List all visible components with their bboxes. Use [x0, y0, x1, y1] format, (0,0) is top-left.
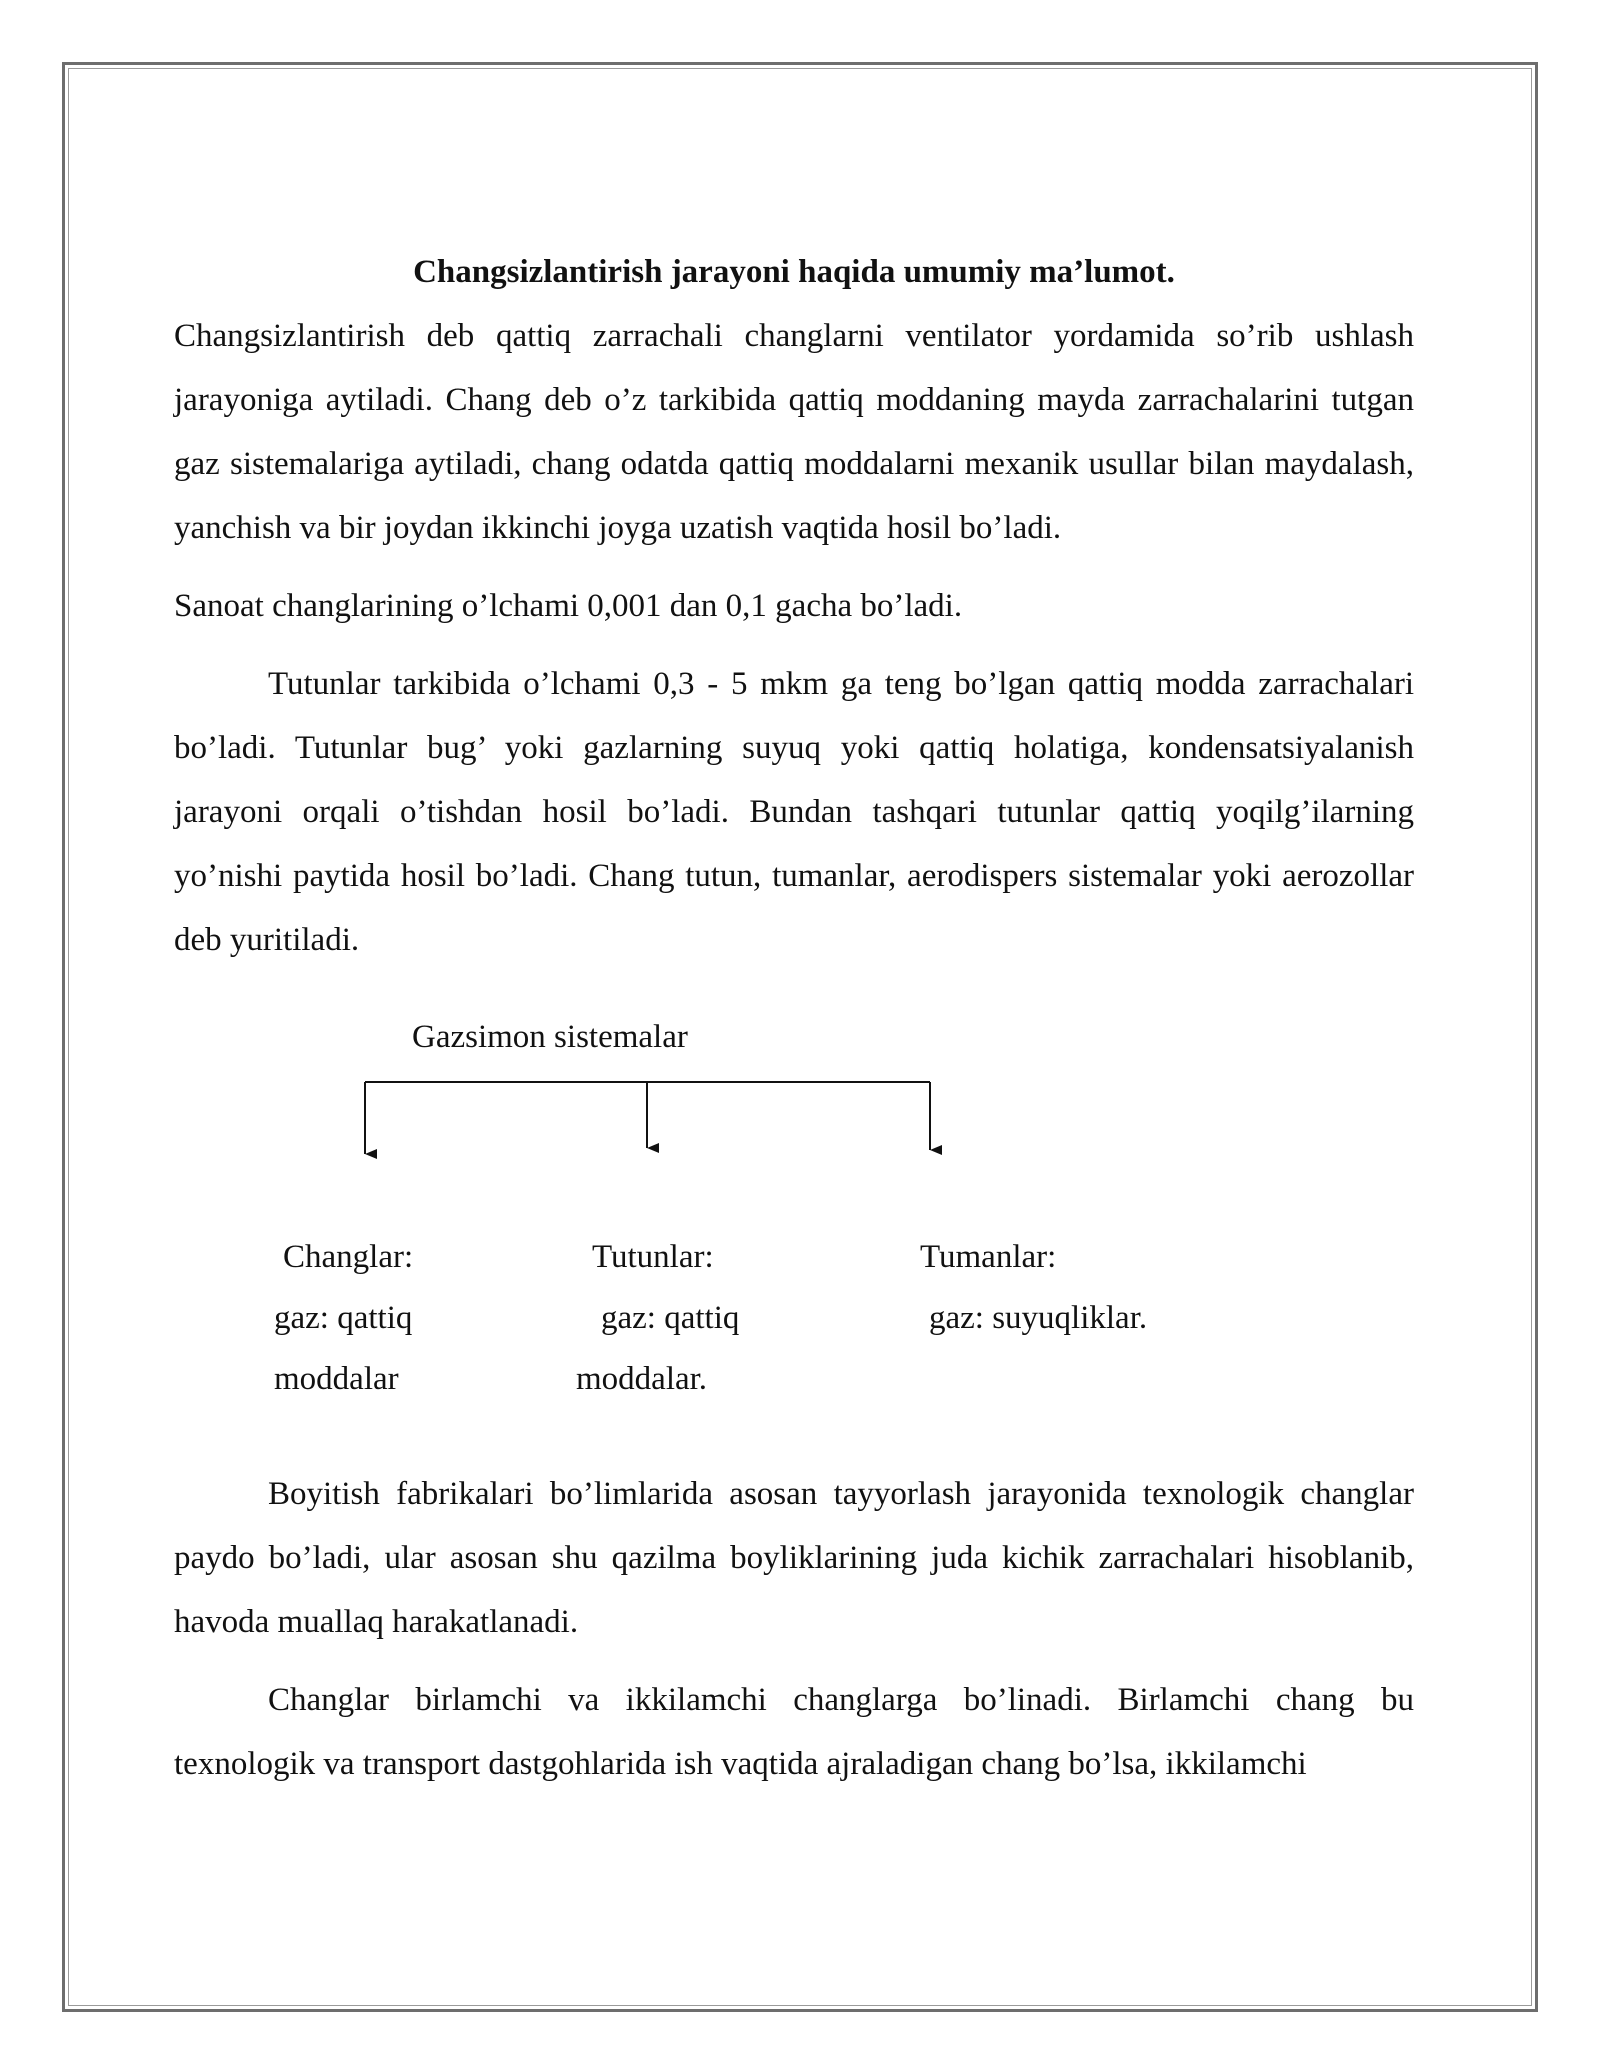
document-body — [174, 240, 1414, 1796]
branch-changlar-line1: gaz: qattiq — [274, 1300, 413, 1336]
classification-diagram — [174, 982, 1414, 1462]
branch-tumanlar-title: Tumanlar: — [920, 1239, 1057, 1275]
branch-tutunlar-line2: moddalar. — [576, 1361, 708, 1397]
branch-tumanlar-line1: gaz: suyuqliklar. — [929, 1300, 1148, 1336]
branch-changlar-title: Changlar: — [283, 1239, 414, 1275]
branch-tutunlar-line1: gaz: qattiq — [601, 1300, 740, 1336]
paragraph-definition: Changsizlantirish deb qattiq zarrachali changlarni ventilator yordamida so’rib ushlash jarayoniga aytiladi. Chang deb o’z tarkibida qattiq moddaning mayda zarrachalarini tutgan gaz sistemalariga aytiladi, chang odatda qattiq moddalarni mexanik usullar bilan maydalash, yanchish va bir joydan ikkinchi joyga uzatish vaqtida hosil bo’ladi. — [174, 318, 1414, 546]
document-title: Changsizlantirish jarayoni haqida umumiy ma’lumot. — [413, 254, 1175, 290]
branch-changlar-line2: moddalar — [274, 1361, 399, 1397]
paragraph-enrichment: Boyitish fabrikalari bo’limlarida asosan tayyorlash jarayonida texnologik changlar paydo bo’ladi, ular asosan shu qazilma boyliklarining juda kichik zarrachalari hisoblanib, havoda muallaq harakatlanadi. — [174, 1476, 1414, 1640]
paragraph-dust-types: Changlar birlamchi va ikkilamchi changlarga bo’linadi. Birlamchi chang bu texnologik va transport dastgohlarida ish vaqtida ajraladigan chang bo’lsa, ikkilamchi — [174, 1682, 1414, 1782]
paragraph-smoke: Tutunlar tarkibida o’lchami 0,3 - 5 mkm ga teng bo’lgan qattiq modda zarrachalari bo’ladi. Tutunlar bug’ yoki gazlarning suyuq yoki qattiq holatiga, kondensatsiyalanish jarayoni orqali o’tishdan hosil bo’ladi. Bundan tashqari tutunlar qattiq yoqilg’ilarning yo’nishi paytida hosil bo’ladi. Chang tutun, tumanlar, aerodispers sistemalar yoki aerozollar deb yuritiladi. — [174, 666, 1414, 958]
paragraph-dust-size: Sanoat changlarining o’lchami 0,001 dan 0,1 gacha bo’ladi. — [174, 588, 963, 624]
diagram-root-label: Gazsimon sistemalar — [412, 1019, 688, 1055]
branch-tutunlar-title: Tutunlar: — [592, 1239, 714, 1275]
